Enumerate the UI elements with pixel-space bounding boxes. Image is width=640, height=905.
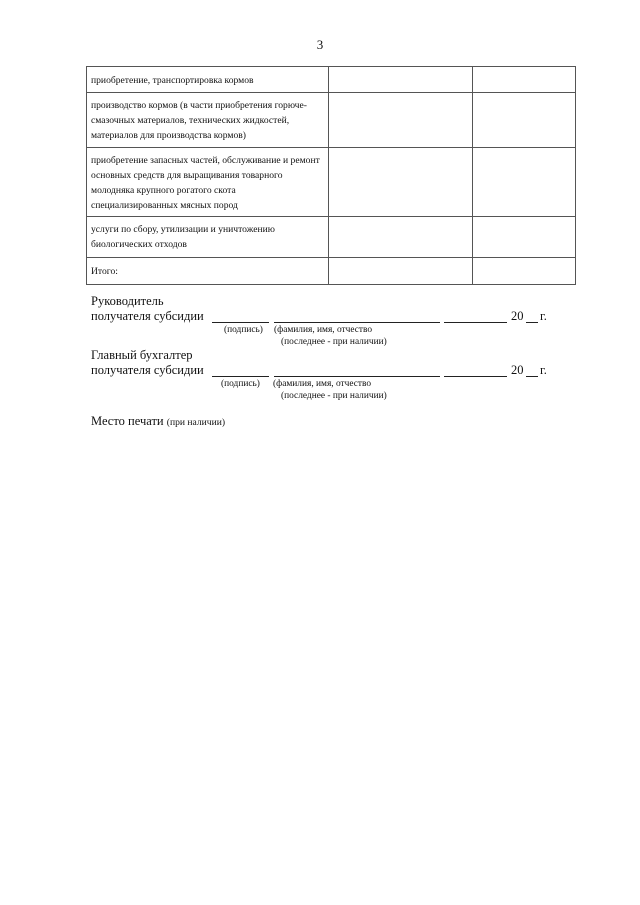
amount-cell[interactable] bbox=[472, 67, 576, 93]
year-field[interactable] bbox=[526, 322, 538, 323]
amount-cell[interactable] bbox=[329, 93, 472, 148]
total-row bbox=[87, 258, 576, 285]
amount-cell[interactable] bbox=[472, 217, 576, 258]
amount-cell[interactable] bbox=[329, 67, 472, 93]
full-name-field[interactable] bbox=[274, 322, 440, 323]
year-prefix: 20 bbox=[511, 363, 524, 377]
stamp-label: Место печати bbox=[91, 414, 164, 428]
total-cell[interactable] bbox=[472, 258, 576, 285]
name-hint: (фамилия, имя, отчество bbox=[274, 325, 373, 335]
signature-line bbox=[91, 309, 561, 325]
row-label: приобретение, транспортировка кормов bbox=[87, 67, 329, 93]
head-signature-block bbox=[91, 294, 561, 349]
page-number: 3 bbox=[316, 37, 324, 52]
table-row bbox=[87, 217, 576, 258]
name-hint-note: (последнее - при наличии) bbox=[281, 337, 387, 347]
signatory-title: Главный бухгалтер bbox=[91, 348, 193, 362]
signature-hint: (подпись) bbox=[221, 379, 260, 389]
table-row bbox=[87, 67, 576, 93]
accountant-signature-block bbox=[91, 348, 561, 403]
stamp-place bbox=[91, 414, 225, 430]
amount-cell[interactable] bbox=[472, 148, 576, 217]
amount-cell[interactable] bbox=[329, 148, 472, 217]
year-field[interactable] bbox=[526, 376, 538, 377]
year-prefix: 20 bbox=[511, 309, 524, 323]
total-cell[interactable] bbox=[329, 258, 472, 285]
name-hint: (фамилия, имя, отчество bbox=[273, 379, 372, 389]
year-suffix: г. bbox=[540, 309, 547, 323]
cost-table bbox=[86, 66, 576, 285]
table-row bbox=[87, 148, 576, 217]
signatory-title: Руководитель bbox=[91, 294, 164, 308]
amount-cell[interactable] bbox=[329, 217, 472, 258]
amount-cell[interactable] bbox=[472, 93, 576, 148]
signature-field[interactable] bbox=[212, 376, 269, 377]
signature-field[interactable] bbox=[212, 322, 269, 323]
date-field[interactable] bbox=[444, 376, 507, 377]
signature-hints bbox=[91, 325, 561, 349]
name-hint-note: (последнее - при наличии) bbox=[281, 391, 387, 401]
year-suffix: г. bbox=[540, 363, 547, 377]
recipient-label: получателя субсидии bbox=[91, 363, 204, 377]
row-label: услуги по сбору, утилизации и уничтожению биологических отходов bbox=[87, 217, 329, 258]
stamp-note: (при наличии) bbox=[166, 417, 226, 428]
date-field[interactable] bbox=[444, 322, 507, 323]
signature-hint: (подпись) bbox=[224, 325, 263, 335]
signature-line bbox=[91, 363, 561, 379]
table-row bbox=[87, 93, 576, 148]
row-label: производство кормов (в части приобретения горюче-смазочных материалов, технических жидкостей, материалов для производства кормов) bbox=[87, 93, 329, 148]
total-label: Итого: bbox=[87, 258, 329, 285]
row-label: приобретение запасных частей, обслуживание и ремонт основных средств для выращивания товарного молодняка крупного рогатого скота специализированных мясных пород bbox=[87, 148, 329, 217]
recipient-label: получателя субсидии bbox=[91, 309, 204, 323]
signature-hints bbox=[91, 379, 561, 403]
full-name-field[interactable] bbox=[274, 376, 440, 377]
